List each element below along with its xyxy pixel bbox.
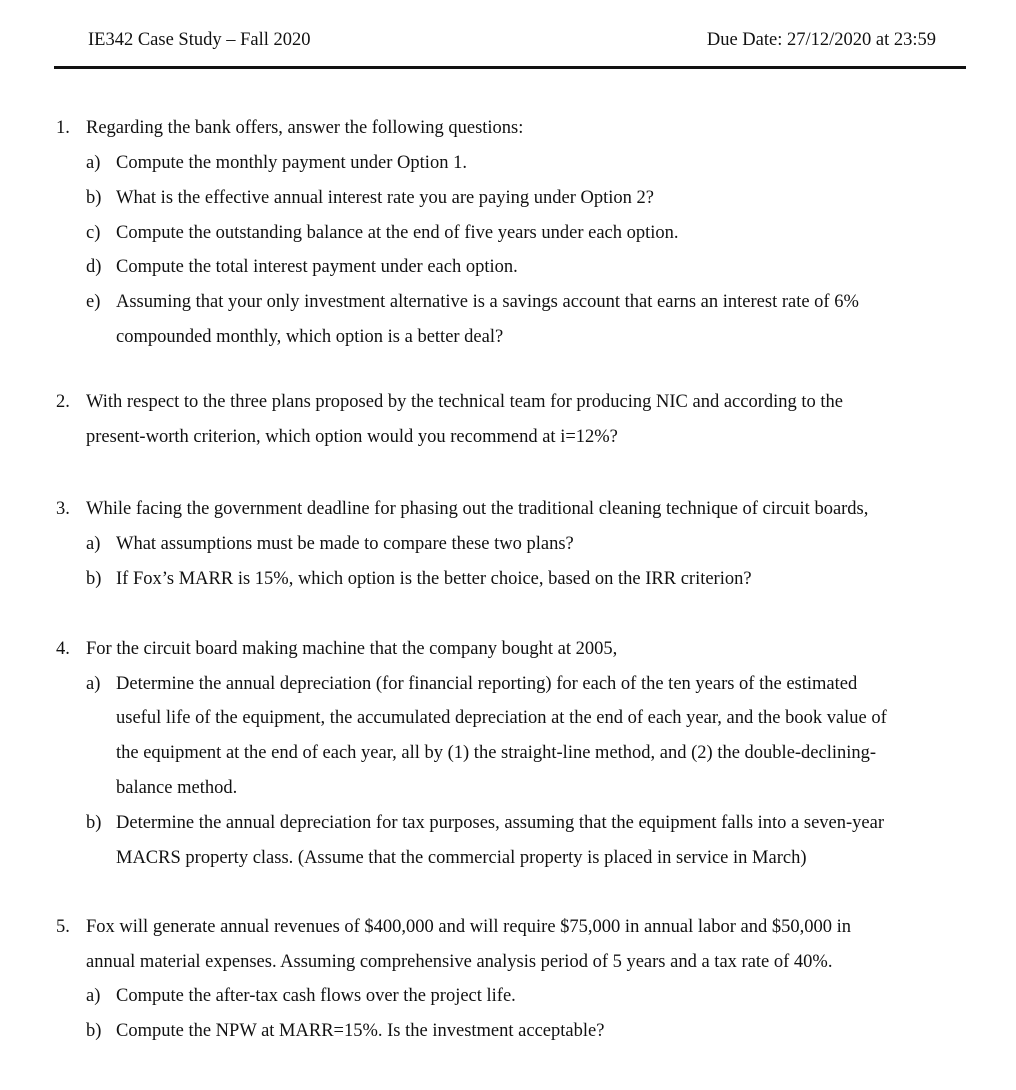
sub-question-text: If Fox’s MARR is 15%, which option is the better choice, based on the IRR criterion? xyxy=(116,569,752,589)
sub-question-text: compounded monthly, which option is a better deal? xyxy=(116,327,504,347)
sub-question-text: balance method. xyxy=(116,778,238,798)
sub-question-text: Compute the outstanding balance at the end of five years under each option. xyxy=(116,223,679,243)
question-number: 2. xyxy=(56,392,70,412)
sub-question-text: Compute the total interest payment under each option. xyxy=(116,257,518,277)
question-text: present-worth criterion, which option would you recommend at i=12%? xyxy=(86,427,618,447)
sub-question-letter: e) xyxy=(86,292,101,312)
sub-question-letter: a) xyxy=(86,534,101,554)
sub-question-text: What assumptions must be made to compare these two plans? xyxy=(116,534,574,554)
sub-question-text: MACRS property class. (Assume that the commercial property is placed in service in March) xyxy=(116,848,807,868)
sub-question-text: useful life of the equipment, the accumulated depreciation at the end of each year, and the book value of xyxy=(116,708,887,728)
sub-question-letter: d) xyxy=(86,257,102,277)
sub-question-text: the equipment at the end of each year, all by (1) the straight-line method, and (2) the double-declining- xyxy=(116,743,877,763)
question-text: annual material expenses. Assuming comprehensive analysis period of 5 years and a tax rate of 40%. xyxy=(86,952,833,972)
sub-question-letter: b) xyxy=(86,813,102,833)
sub-question-text: What is the effective annual interest rate you are paying under Option 2? xyxy=(116,188,655,208)
question-number: 3. xyxy=(56,499,70,519)
sub-question-text: Assuming that your only investment alternative is a savings account that earns an interest rate of 6% xyxy=(116,292,859,312)
sub-question-text: Determine the annual depreciation (for financial reporting) for each of the ten years of the estimated xyxy=(116,674,858,694)
sub-question-letter: c) xyxy=(86,223,101,243)
sub-question-letter: b) xyxy=(86,1021,102,1041)
sub-question-letter: b) xyxy=(86,569,102,589)
sub-question-text: Determine the annual depreciation for tax purposes, assuming that the equipment falls into a seven-year xyxy=(116,813,885,833)
page-header xyxy=(54,30,966,70)
question-number: 1. xyxy=(56,118,70,138)
sub-question-text: Compute the after-tax cash flows over the project life. xyxy=(116,986,516,1006)
sub-question-text: Compute the monthly payment under Option 1. xyxy=(116,153,467,173)
question-number: 5. xyxy=(56,917,70,937)
question-number: 4. xyxy=(56,639,70,659)
sub-question-letter: a) xyxy=(86,674,101,694)
sub-question-text: Compute the NPW at MARR=15%. Is the investment acceptable? xyxy=(116,1021,605,1041)
question-text: While facing the government deadline for phasing out the traditional cleaning technique of circuit boards, xyxy=(86,499,869,519)
sub-question-letter: a) xyxy=(86,986,101,1006)
header-divider xyxy=(54,66,966,69)
question-text: Regarding the bank offers, answer the following questions: xyxy=(86,118,524,138)
due-date: Due Date: 27/12/2020 at 23:59 xyxy=(706,30,936,50)
question-text: Fox will generate annual revenues of $400,000 and will require $75,000 in annual labor and $50,000 in xyxy=(86,917,851,937)
question-text: For the circuit board making machine that the company bought at 2005, xyxy=(86,639,618,659)
sub-question-letter: a) xyxy=(86,153,101,173)
course-title: IE342 Case Study – Fall 2020 xyxy=(88,30,311,50)
question-text: With respect to the three plans proposed by the technical team for producing NIC and according to the xyxy=(86,392,843,412)
sub-question-letter: b) xyxy=(86,188,102,208)
